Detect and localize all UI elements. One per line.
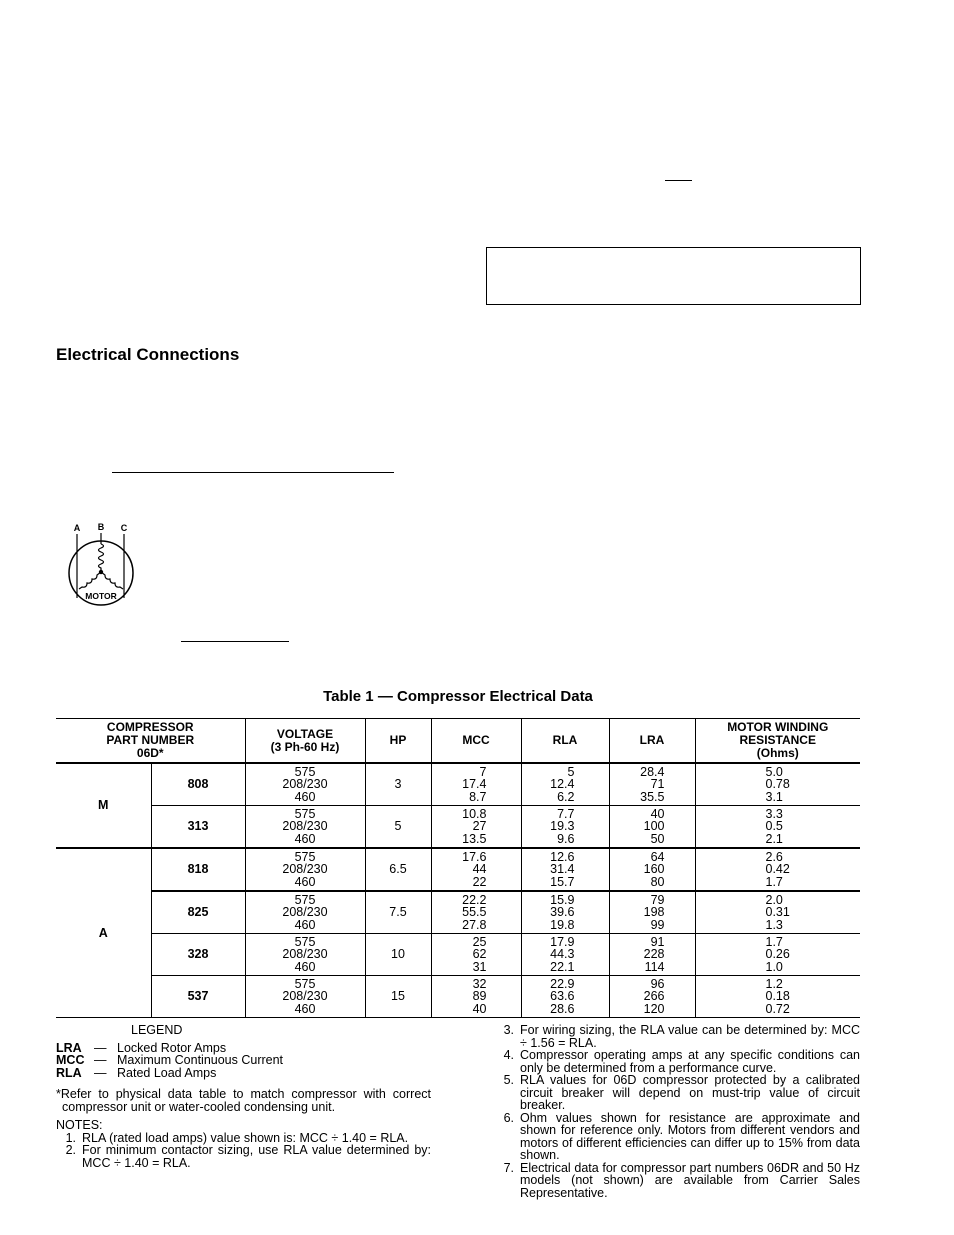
rla-cell: 15.9 39.6 19.8 <box>521 891 609 934</box>
underline-rule-1 <box>112 472 394 473</box>
resistance-cell: 1.7 0.26 1.0 <box>695 934 860 976</box>
rla-cell: 17.9 44.3 22.1 <box>521 934 609 976</box>
hp-cell: 10 <box>365 934 431 976</box>
hp-cell: 3 <box>365 763 431 806</box>
hp-cell: 7.5 <box>365 891 431 934</box>
part-number-cell: 328 <box>151 934 245 976</box>
terminal-c-label: C <box>120 523 128 533</box>
note-item: 3. For wiring sizing, the RLA value can be determined by: MCC ÷ 1.56 = RLA. <box>503 1023 860 1050</box>
mcc-cell: 32 89 40 <box>431 976 521 1018</box>
hp-cell: 6.5 <box>365 848 431 891</box>
mcc-cell: 7 17.4 8.7 <box>431 763 521 806</box>
voltage-cell: 575 208/230 460 <box>245 934 365 976</box>
table-row <box>56 763 860 806</box>
mcc-cell: 25 62 31 <box>431 934 521 976</box>
part-number-cell: 808 <box>151 763 245 806</box>
header-lra: LRA <box>609 719 695 764</box>
table-row <box>56 891 860 934</box>
resistance-cell: 2.0 0.31 1.3 <box>695 891 860 934</box>
voltage-cell: 575 208/230 460 <box>245 891 365 934</box>
table-header-row <box>56 719 860 764</box>
section-heading: Electrical Connections <box>56 345 240 364</box>
table-row <box>56 934 860 976</box>
header-voltage: VOLTAGE (3 Ph-60 Hz) <box>245 719 365 764</box>
notes-left-column <box>56 1088 431 1169</box>
lra-cell: 40 100 50 <box>609 806 695 849</box>
part-number-cell: 818 <box>151 848 245 891</box>
table-title: Table 1 — Compressor Electrical Data <box>323 688 593 705</box>
lra-cell: 79 198 99 <box>609 891 695 934</box>
header-hp: HP <box>365 719 431 764</box>
hp-cell: 5 <box>365 806 431 849</box>
voltage-cell: 575 208/230 460 <box>245 806 365 849</box>
note-item: 4. Compressor operating amps at any specific conditions can only be determined from a performance curve. <box>503 1048 860 1075</box>
short-rule-top <box>665 180 692 181</box>
mcc-cell: 17.6 44 22 <box>431 848 521 891</box>
motor-wiring-diagram <box>62 520 142 608</box>
motor-label: MOTOR <box>85 591 117 601</box>
part-number-cell: 313 <box>151 806 245 849</box>
note-item: 5. RLA values for 06D compressor protected by a calibrated circuit breaker will depend on must-trip value of circuit breaker. <box>503 1073 860 1112</box>
voltage-cell: 575 208/230 460 <box>245 763 365 806</box>
series-cell: M <box>56 763 151 848</box>
lra-cell: 96 266 120 <box>609 976 695 1018</box>
lra-cell: 28.4 71 35.5 <box>609 763 695 806</box>
notes-title: NOTES: <box>56 1118 103 1132</box>
rla-cell: 22.9 63.6 28.6 <box>521 976 609 1018</box>
series-cell: A <box>56 848 151 1018</box>
table-row <box>56 806 860 849</box>
mcc-cell: 10.8 27 13.5 <box>431 806 521 849</box>
legend-item: RLA — Rated Load Amps <box>56 1065 217 1080</box>
resistance-cell: 1.2 0.18 0.72 <box>695 976 860 1018</box>
legend-title: LEGEND <box>131 1023 183 1037</box>
notes-right-column <box>494 1024 860 1199</box>
header-rla: RLA <box>521 719 609 764</box>
hp-cell: 15 <box>365 976 431 1018</box>
resistance-cell: 2.6 0.42 1.7 <box>695 848 860 891</box>
voltage-cell: 575 208/230 460 <box>245 976 365 1018</box>
table-row <box>56 976 860 1018</box>
table-row <box>56 848 860 891</box>
note-item: 1. RLA (rated load amps) value shown is: MCC ÷ 1.40 = RLA. <box>65 1130 409 1145</box>
underline-rule-2 <box>181 641 289 642</box>
rla-cell: 12.6 31.4 15.7 <box>521 848 609 891</box>
rla-cell: 5 12.4 6.2 <box>521 763 609 806</box>
lra-cell: 64 160 80 <box>609 848 695 891</box>
legend-item: MCC — Maximum Continuous Current <box>56 1053 284 1067</box>
terminal-b-label: B <box>97 522 105 532</box>
header-mcc: MCC <box>431 719 521 764</box>
voltage-cell: 575 208/230 460 <box>245 848 365 891</box>
note-item: 2. For minimum contactor sizing, use RLA value determined by: MCC ÷ 1.40 = RLA. <box>65 1143 431 1170</box>
mcc-cell: 22.2 55.5 27.8 <box>431 891 521 934</box>
rla-cell: 7.7 19.3 9.6 <box>521 806 609 849</box>
footnote: *Refer to physical data table to match compressor with correct compressor unit or water-cooled condensing unit. <box>56 1087 431 1114</box>
part-number-cell: 825 <box>151 891 245 934</box>
bordered-box <box>486 247 861 305</box>
part-number-cell: 537 <box>151 976 245 1018</box>
compressor-electrical-data-table <box>56 718 860 1018</box>
note-item: 6. Ohm values shown for resistance are approximate and shown for reference only. Motors from different vendors and motors of different efficiencies can differ up to 15% from data shown. <box>503 1110 860 1162</box>
resistance-cell: 3.3 0.5 2.1 <box>695 806 860 849</box>
header-compressor-part-number: COMPRESSOR PART NUMBER 06D* <box>56 719 245 764</box>
header-motor-winding-resistance: MOTOR WINDING RESISTANCE (Ohms) <box>695 719 860 764</box>
note-item: 7. Electrical data for compressor part numbers 06DR and 50 Hz models (not shown) are available from Carrier Sales Representative. <box>503 1160 860 1200</box>
terminal-a-label: A <box>73 523 81 533</box>
lra-cell: 91 228 114 <box>609 934 695 976</box>
legend <box>56 1024 283 1079</box>
resistance-cell: 5.0 0.78 3.1 <box>695 763 860 806</box>
legend-item: LRA — Locked Rotor Amps <box>56 1040 227 1055</box>
